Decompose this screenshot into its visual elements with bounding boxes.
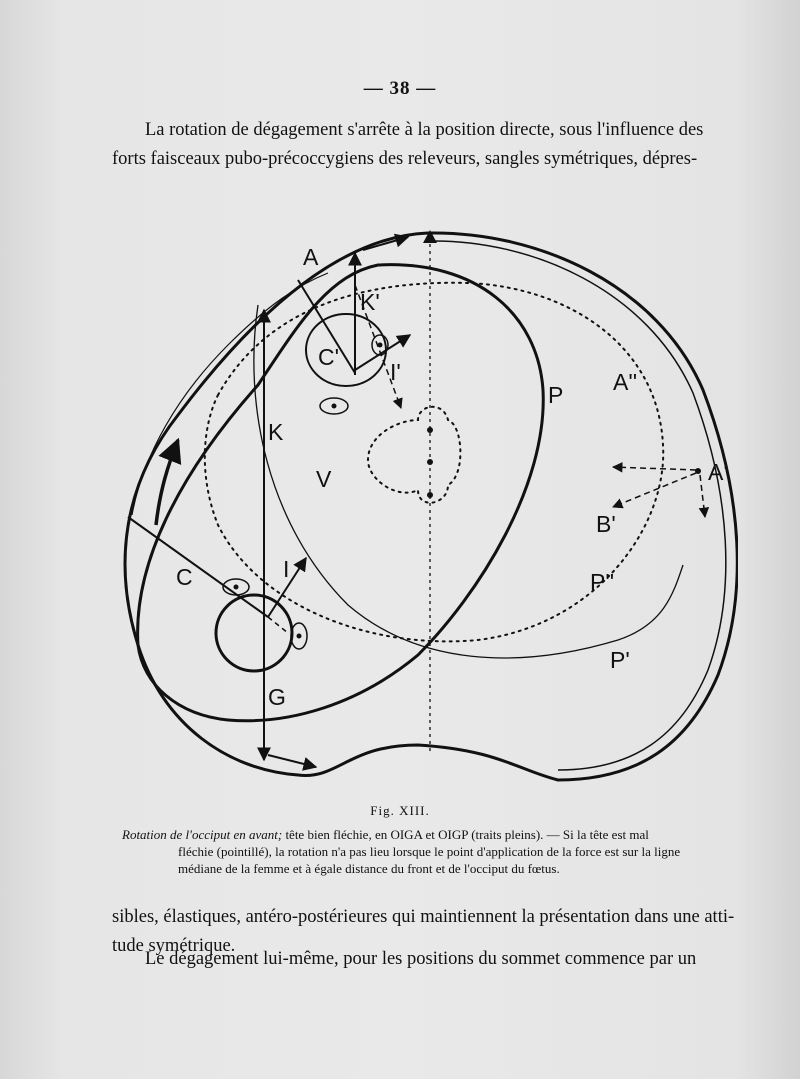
label-g: G [268,684,286,710]
c-continuation [268,617,288,633]
figure-caption [122,826,732,877]
paragraph-line: tude symétrique. [112,936,236,956]
page-number: — 38 — [363,78,437,99]
label-p-double-prime: P'' [590,569,615,595]
caption-italic: Rotation de l'occiput en avant; [122,827,283,842]
pelvis-outline-outer [125,233,737,780]
label-a: A [303,244,319,270]
label-b-prime: B' [596,511,616,537]
rotation-diagram [118,225,738,795]
label-i-prime: I' [390,359,401,385]
label-a-prime: A' [708,459,728,485]
caption-line-2: fléchie (pointillé), la rotation n'a pas lieu lorsque le point d'application de la force est sur la ligne [178,844,681,859]
pelvis-outline-inner [428,241,726,770]
paragraph-degagement [112,945,732,974]
label-v: V [316,466,332,492]
figure-label: Fig. XIII. [370,803,430,818]
label-i: I [283,556,290,582]
caption-line-1 [122,826,732,843]
label-k-prime: K' [360,289,380,315]
label-c-prime: C' [318,344,340,370]
label-k: K [268,419,284,445]
head-outline-oiga [138,265,544,721]
bottom-arrow [268,755,316,767]
label-a-double-prime: A'' [613,369,638,395]
paragraph-line: forts faisceaux pubo-précoccygiens des releveurs, sangles symétriques, dépres- [112,149,698,169]
label-c: C [176,564,193,590]
a-prime-arrow-down [700,475,705,517]
paragraph-line: La rotation de dégagement s'arrête à la position directe, sous l'influence des [145,120,704,140]
paragraph-line: Le dégagement lui-même, pour les positions du sommet commence par un [145,949,697,969]
a-prime-arrow-left [613,467,696,470]
label-p-prime: P' [610,647,630,673]
b-prime-arrow [613,473,696,507]
caption-line-3: médiane de la femme et à égale distance du front et de l'occiput du fœtus. [178,861,560,876]
left-rotation-arrow [156,440,178,525]
caption-line-1-rest: tête bien fléchie, en OIGA et OIGP (traits pleins). — Si la tête est mal [282,827,649,842]
figure-xiii-diagram [118,225,738,795]
paragraph-intro [112,116,732,174]
left-rim-band [132,273,328,515]
label-p: P [548,382,564,408]
paragraph-line: sibles, élastiques, antéro-postérieures qui maintiennent la présentation dans une atti- [112,907,735,927]
fontanelle-dotted [368,407,460,503]
